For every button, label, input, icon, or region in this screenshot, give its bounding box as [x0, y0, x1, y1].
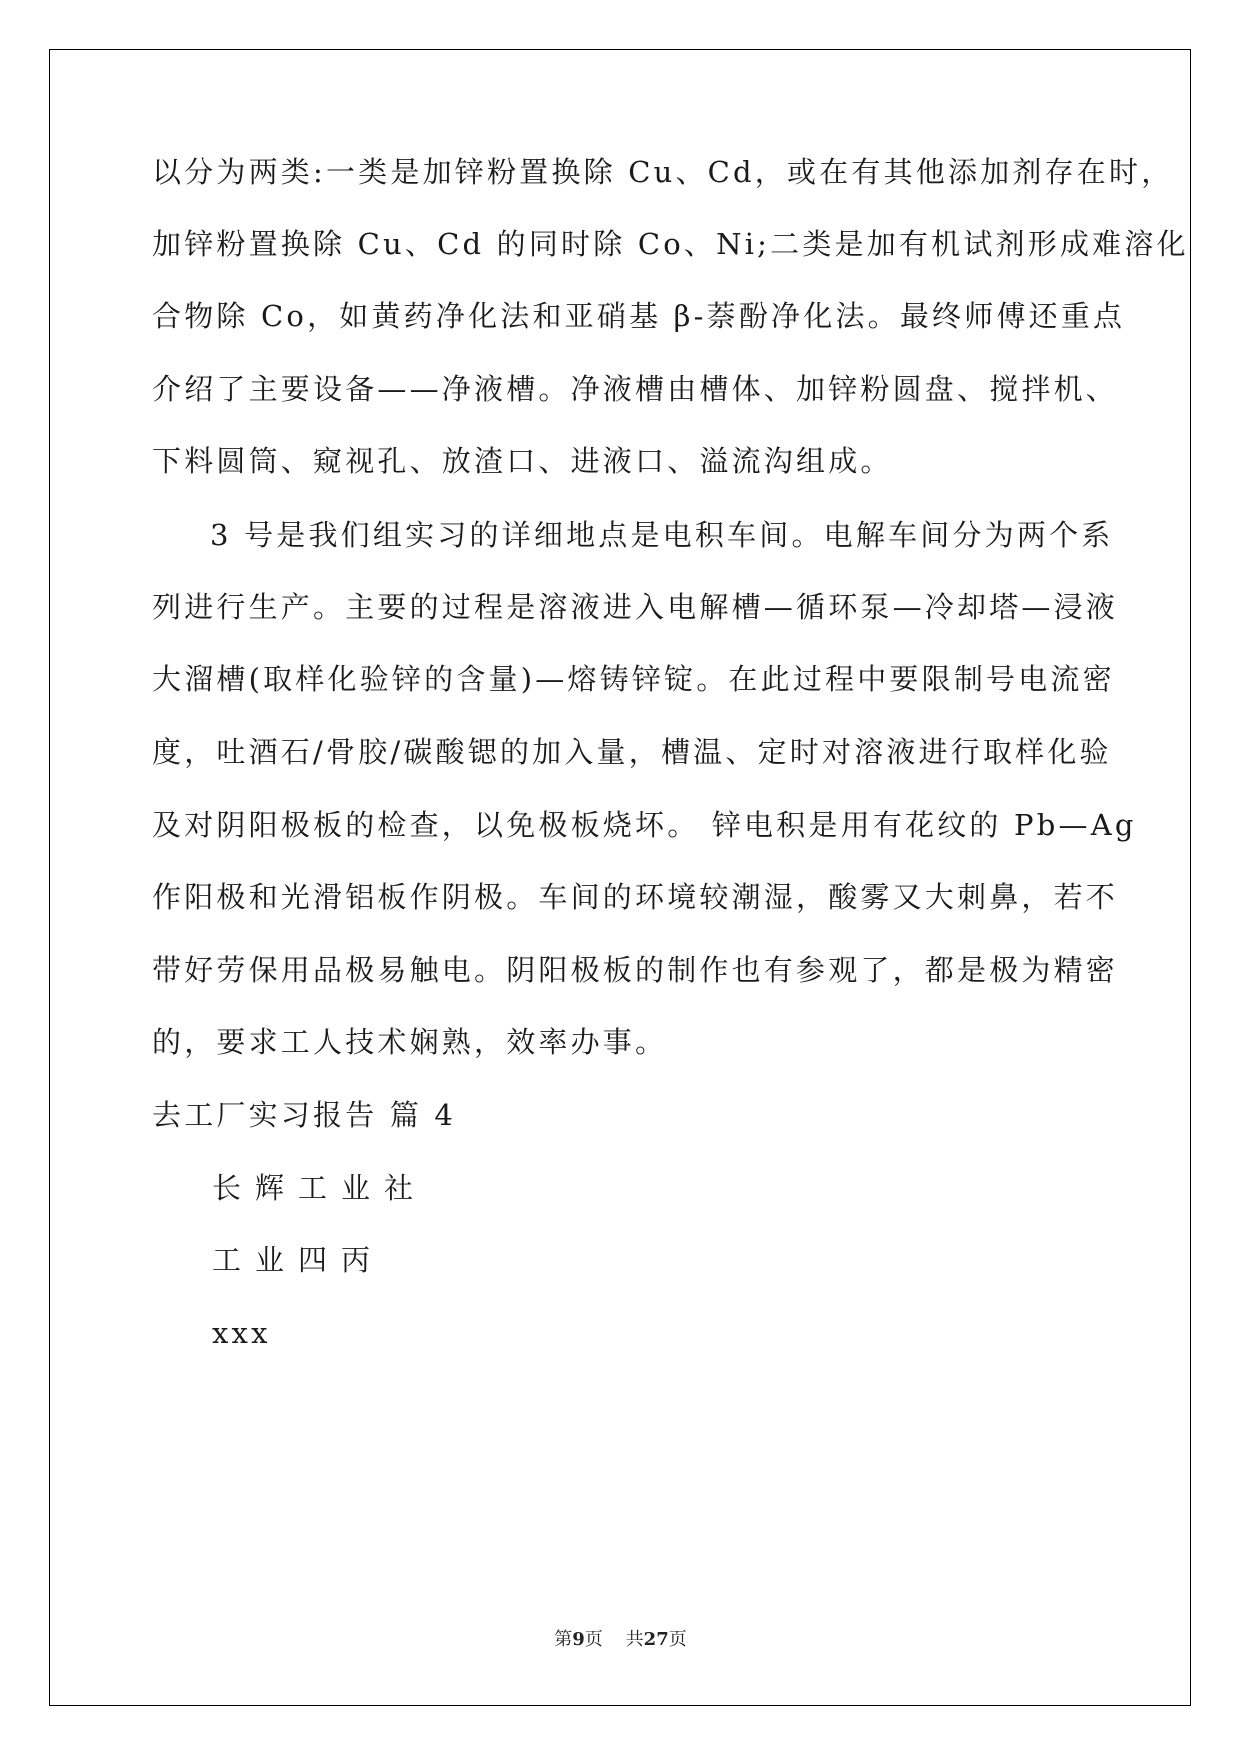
- author-name: xxx: [212, 1316, 271, 1350]
- page-suffix: 页: [584, 1629, 603, 1650]
- paragraph-line: 度，吐酒石/骨胶/碳酸锶的加入量，槽温、定时对溶液进行取样化验: [152, 735, 1112, 769]
- page-number: 9: [572, 1629, 585, 1650]
- paragraph-line: 带好劳保用品极易触电。阴阳极板的制作也有参观了，都是极为精密: [152, 953, 1119, 987]
- paragraph-line: 合物除 Co，如黄药净化法和亚硝基 β-萘酚净化法。最终师傅还重点: [152, 299, 1126, 333]
- page-footer: [0, 1628, 1241, 1652]
- paragraph-line: 列进行生产。主要的过程是溶液进入电解槽—循环泵—冷却塔—浸液: [152, 590, 1119, 624]
- paragraph-line: 大溜槽(取样化验锌的含量)—熔铸锌锭。在此过程中要限制号电流密: [152, 662, 1115, 696]
- page-prefix: 第: [554, 1629, 573, 1650]
- section-heading: 去工厂实习报告 篇 4: [152, 1098, 457, 1132]
- total-prefix: 共: [625, 1629, 644, 1650]
- paragraph-line: 作阳极和光滑铝板作阴极。车间的环境较潮湿，酸雾又大刺鼻，若不: [152, 880, 1119, 914]
- paragraph-line: 的，要求工人技术娴熟，效率办事。: [152, 1025, 668, 1059]
- paragraph-line: 下料圆筒、窥视孔、放渣口、进液口、溢流沟组成。: [152, 444, 893, 478]
- paragraph-line: 3 号是我们组实习的详细地点是电积车间。电解车间分为两个系: [210, 518, 1114, 552]
- class-name: 工业四丙: [212, 1243, 385, 1277]
- company-name: 长辉工业社: [212, 1171, 428, 1205]
- paragraph-line: 以分为两类:一类是加锌粉置换除 Cu、Cd，或在有其他添加剂存在时，: [152, 155, 1174, 189]
- total-pages: 27: [643, 1629, 669, 1650]
- paragraph-line: 加锌粉置换除 Cu、Cd 的同时除 Co、Ni;二类是加有机试剂形成难溶化: [152, 227, 1189, 261]
- total-suffix: 页: [668, 1629, 687, 1650]
- paragraph-line: 介绍了主要设备——净液槽。净液槽由槽体、加锌粉圆盘、搅拌机、: [152, 372, 1119, 406]
- paragraph-line: 及对阴阳极板的检查，以免极板烧坏。 锌电积是用有花纹的 Pb—Ag: [152, 808, 1137, 842]
